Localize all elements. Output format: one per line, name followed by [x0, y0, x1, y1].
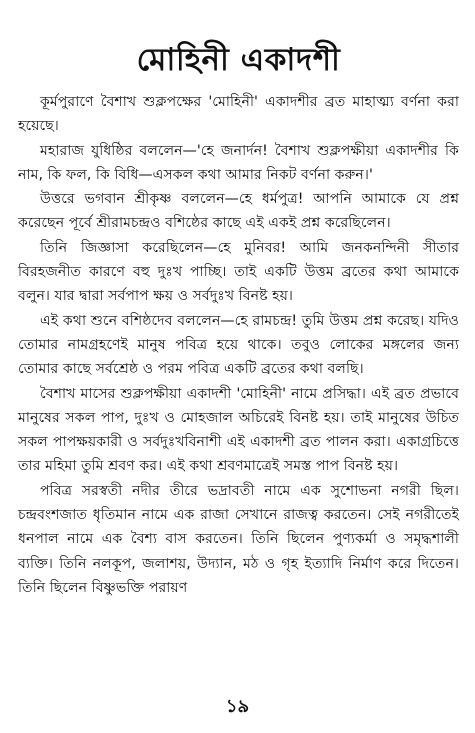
paragraph-1: কূর্মপুরাণে বৈশাখ শুক্লপক্ষের 'মোহিনী' একাদশীর ব্রত মাহাত্ম্য বর্ণনা করা হয়েছে। [18, 94, 459, 135]
paragraph-6: বৈশাখ মাসের শুক্লপক্ষীয়া একাদশী 'মোহিনী' নামে প্রসিদ্ধা। এই ব্রত প্রভাবে মানুষের সকল পাপ, দুঃখ ও মোহজাল অচিরেই বিনষ্ট হয়। তাই মানুষের উচিত সকল পাপক্ষয়কারী ও সর্বদুঃখবিনাশী এই একাদশী ব্রত পালন করা। একাগ্রচিত্তে তার মহিমা তুমি শ্রবণ কর। এই কথা শ্রবণমাত্রেই সমস্ত পাপ বিনষ্ট হয়। [18, 385, 459, 475]
paragraph-7: পবিত্র সরস্বতী নদীর তীরে ভদ্রাবতী নামে এক সুশোভনা নগরী ছিল। চন্দ্রবংশজাত ধৃতিমান নামে এক রাজা সেখানে রাজত্ব করতেন। সেই নগরীতেই ধনপাল নামে এক বৈশ্য বাস করতেন। তিনি ছিলেন পুণ্যকর্মা ও সমৃদ্ধশালী ব্যক্তি। তিনি নলকূপ, জলাশয়, উদ্যান, মঠ ও গৃহ ইত্যাদি নির্মাণ করে দিতেন। তিনি ছিলেন বিষ্ণুভক্তি পরায়ণ [18, 482, 459, 596]
page-number: ১৯ [225, 696, 250, 717]
paragraph-3: উত্তরে ভগবান শ্রীকৃষ্ণ বললেন—হে ধর্মপুত্র! আপনি আমাকে যে প্রশ্ন করেছেন পূর্বে শ্রীরামচন্দ্রও বশিষ্ঠের কাছে এই একই প্রশ্ন করেছিলেন। [18, 191, 459, 232]
page-title: মোহিনী একাদশী [136, 42, 341, 78]
paragraph-2: মহারাজ যুধিষ্ঠির বললেন—'হে জনার্দন! বৈশাখ শুক্লপক্ষীয়া একাদশীর কি নাম, কি ফল, কি বিধি—এসকল কথা আমার নিকট বর্ণনা করুন।' [18, 142, 459, 183]
paragraph-5: এই কথা শুনে বশিষ্ঠদেব বললেন—হে রামচন্দ্র! তুমি উত্তম প্রশ্ন করেছ। যদিও তোমার নামগ্রহণেই মানুষ পবিত্র হয়ে থাকে। তবুও লোকের মঙ্গলের জন্য তোমার কাছে সর্বশ্রেষ্ঠ ও পরম পবিত্র একটি ব্রতের কথা বলছি। [18, 312, 459, 378]
paragraph-4: তিনি জিজ্ঞাসা করেছিলেন—হে মুনিবর! আমি জনকনন্দিনী সীতার বিরহজনীত কারণে বহু দুঃখ পাচ্ছি। তাই একটি উত্তম ব্রতের কথা আমাকে বলুন। যার দ্বারা সর্বপাপ ক্ষয় ও সর্বদুঃখ বিনষ্ট হয়। [18, 239, 459, 305]
page-body [18, 90, 459, 600]
